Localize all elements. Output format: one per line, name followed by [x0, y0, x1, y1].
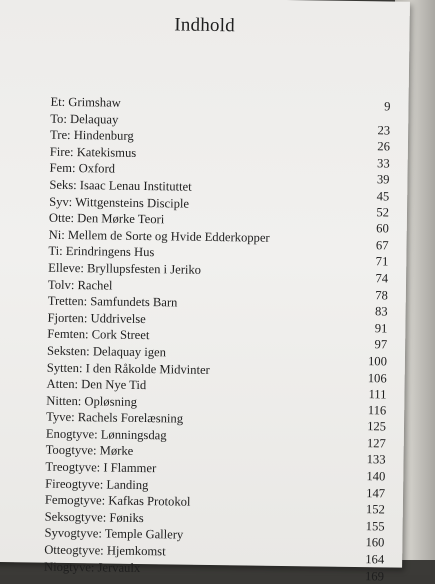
toc-entry-label: Toogtyve: Mørke — [45, 443, 134, 459]
toc-entry-label: Et: Grimshaw — [50, 94, 121, 110]
toc-entry-label: Fireogtyve: Landing — [45, 476, 149, 492]
toc-page-number: 164 — [365, 552, 385, 567]
toc-entry-label: Femten: Cork Street — [47, 327, 150, 343]
toc-entry-label: Tre: Hindenburg — [49, 127, 134, 144]
toc-page-number: 116 — [367, 402, 387, 418]
toc-entry-label: Syvogtyve: Temple Gallery — [44, 526, 184, 543]
toc-entry-label: Atten: Den Nye Tid — [46, 376, 147, 393]
toc-page-number: 125 — [367, 419, 387, 434]
toc-page-number: 91 — [374, 320, 388, 336]
toc-entry-label: Ti: Erindringens Hus — [48, 244, 155, 260]
toc-page-number: 97 — [374, 337, 388, 352]
toc-entry-label: Fire: Katekismus — [49, 144, 137, 160]
table-of-contents — [43, 94, 391, 584]
toc-page-number: 133 — [366, 452, 386, 467]
toc-entry-label: Syv: Wittgensteins Disciple — [49, 194, 190, 211]
toc-row — [43, 559, 385, 584]
toc-entry-label: Treogtyve: I Flammer — [45, 459, 157, 476]
toc-page-number: 160 — [365, 535, 385, 550]
toc-entry-label: Seks: Isaac Lenau Instituttet — [49, 177, 192, 194]
toc-page-number: 127 — [366, 436, 386, 451]
toc-entry-label: To: Delaquay — [50, 111, 119, 127]
toc-entry-label: Enogtyve: Lønningsdag — [45, 426, 167, 443]
toc-page-number: 67 — [375, 238, 389, 253]
toc-entry-label: Femogtyve: Kafkas Protokol — [44, 492, 191, 509]
toc-entry-label: Otte: Den Mørke Teori — [48, 210, 165, 227]
toc-entry-label: Seksogtyve: Føniks — [44, 509, 144, 525]
toc-page-number: 74 — [375, 271, 389, 286]
toc-page-number: 26 — [377, 139, 391, 154]
toc-entry-label: Tyve: Rachels Forelæsning — [46, 409, 184, 426]
toc-entry-label: Fem: Oxford — [49, 161, 116, 176]
toc-page-number: 39 — [376, 172, 390, 187]
toc-page-number: 78 — [375, 287, 388, 302]
page-title: Indhold — [174, 14, 236, 37]
toc-entry-label: Seksten: Delaquay igen — [46, 343, 167, 360]
toc-entry-label: Tolv: Rachel — [47, 277, 113, 293]
toc-page-number: 60 — [376, 221, 389, 236]
toc-entry-label: Otteogtyve: Hjemkomst — [44, 542, 166, 559]
toc-page-number: 106 — [367, 370, 387, 385]
toc-page-number: 152 — [365, 502, 385, 517]
toc-entry-label: Sytten: I den Råkolde Midvinter — [46, 360, 210, 377]
toc-page-number: 71 — [375, 254, 389, 269]
toc-entry-label: Fjorten: Uddrivelse — [47, 310, 146, 326]
toc-page-number: 52 — [376, 204, 390, 220]
toc-page-number: 33 — [377, 156, 390, 171]
toc-page-number: 9 — [384, 99, 391, 114]
toc-entry-label: Elleve: Bryllupsfesten i Jeriko — [48, 260, 202, 277]
toc-entry-label: Tretten: Samfundets Barn — [47, 293, 178, 310]
toc-page-number: 83 — [374, 304, 388, 319]
toc-page-number: 45 — [376, 189, 390, 204]
toc-entry-label: Nitten: Opløsning — [46, 393, 138, 409]
toc-page-number: 147 — [366, 485, 386, 501]
toc-page-number: 111 — [368, 387, 387, 402]
toc-page-number: 23 — [377, 122, 391, 138]
toc-page-number: 140 — [366, 469, 386, 484]
toc-page-number: 155 — [365, 519, 385, 534]
toc-page-number: 100 — [367, 354, 388, 369]
toc-entry-label: Ni: Mellem de Sorte og Hvide Edderkopper — [48, 227, 270, 245]
toc-page-number: 169 — [364, 568, 385, 584]
toc-entry-label: Niogtyve: Jervaulx — [43, 559, 141, 575]
